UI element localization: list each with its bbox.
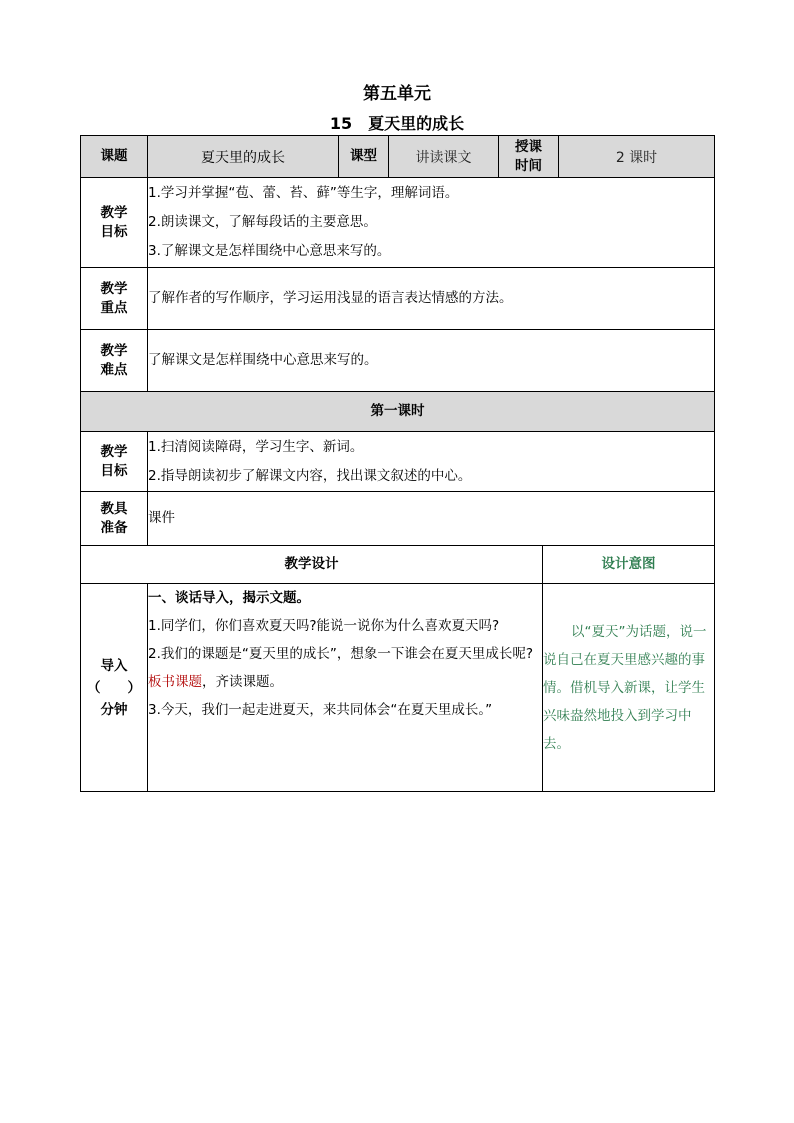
intro-content [148,584,543,792]
lesson-plan-table [80,135,715,792]
objectives-label: 教学 目标 [81,178,148,268]
time-label-line1: 授课 [515,138,542,155]
period-objectives-row [81,432,715,492]
materials-label: 教具 准备 [81,492,148,546]
header-row [81,136,715,178]
time-label [499,136,559,178]
key-points-row [81,268,715,330]
intro-row [81,584,715,792]
time-label-line2: 时间 [515,157,542,174]
board-title-highlight: 板书课题 [148,674,202,690]
type-label: 课型 [339,136,389,178]
objectives-row [81,178,715,268]
intent-header: 设计意图 [543,546,715,584]
design-header: 教学设计 [81,546,543,584]
first-period-title: 第一课时 [81,392,715,432]
intro-paragraph: 2.我们的课题是“夏天里的成长”，想象一下谁会在夏天里成长呢?板书课题，齐读课题。 [148,646,534,690]
intro-heading: 一、谈话导入，揭示文题。 [148,590,310,606]
lesson-number: 15 [329,114,353,133]
objective-item: 1.学习并掌握“苞、蕾、苔、藓”等生字，理解词语。 [148,185,459,201]
lesson-name: 夏天里的成长 [368,114,465,133]
period-objective-item: 2.指导朗读初步了解课文内容，找出课文叙述的中心。 [148,467,472,484]
objective-item: 3.了解课文是怎样围绕中心意思来写的。 [148,243,391,259]
lesson-title [0,111,794,134]
intro-label: 导入 （ ） 分钟 [81,584,148,792]
topic-label: 课题 [81,136,148,178]
first-period-row [81,392,715,432]
period-objective-item: 1.扫清阅读障碍，学习生字、新词。 [148,438,364,455]
key-points-label: 教学 重点 [81,268,148,330]
key-points-text: 了解作者的写作顺序，学习运用浅显的语言表达情感的方法。 [148,268,715,330]
period-objectives-list [148,432,715,492]
intro-paragraph: 1.同学们，你们喜欢夏天吗?能说一说你为什么喜欢夏天吗? [148,618,500,634]
difficulties-text: 了解课文是怎样围绕中心意思来写的。 [148,330,715,392]
intro-paragraph: 3.今天，我们一起走进夏天，来共同体会“在夏天里成长。” [148,702,493,718]
objective-item: 2.朗读课文，了解每段话的主要意思。 [148,214,377,230]
topic-value: 夏天里的成长 [148,136,339,178]
materials-text: 课件 [148,492,715,546]
difficulties-label: 教学 难点 [81,330,148,392]
objectives-list [148,178,715,268]
intent-highlight: 夏天 [591,623,619,640]
period-objectives-label: 教学 目标 [81,432,148,492]
design-header-row [81,546,715,584]
time-value: 2 课时 [559,136,715,178]
materials-row [81,492,715,546]
type-value: 讲读课文 [389,136,499,178]
difficulties-row [81,330,715,392]
unit-title: 第五单元 [363,84,431,104]
intro-intent: 以“夏天”为话题，说一说自己在夏天里感兴趣的事情。借机导入新课，让学生兴味盎然地投入到学习中去。 [543,584,715,792]
